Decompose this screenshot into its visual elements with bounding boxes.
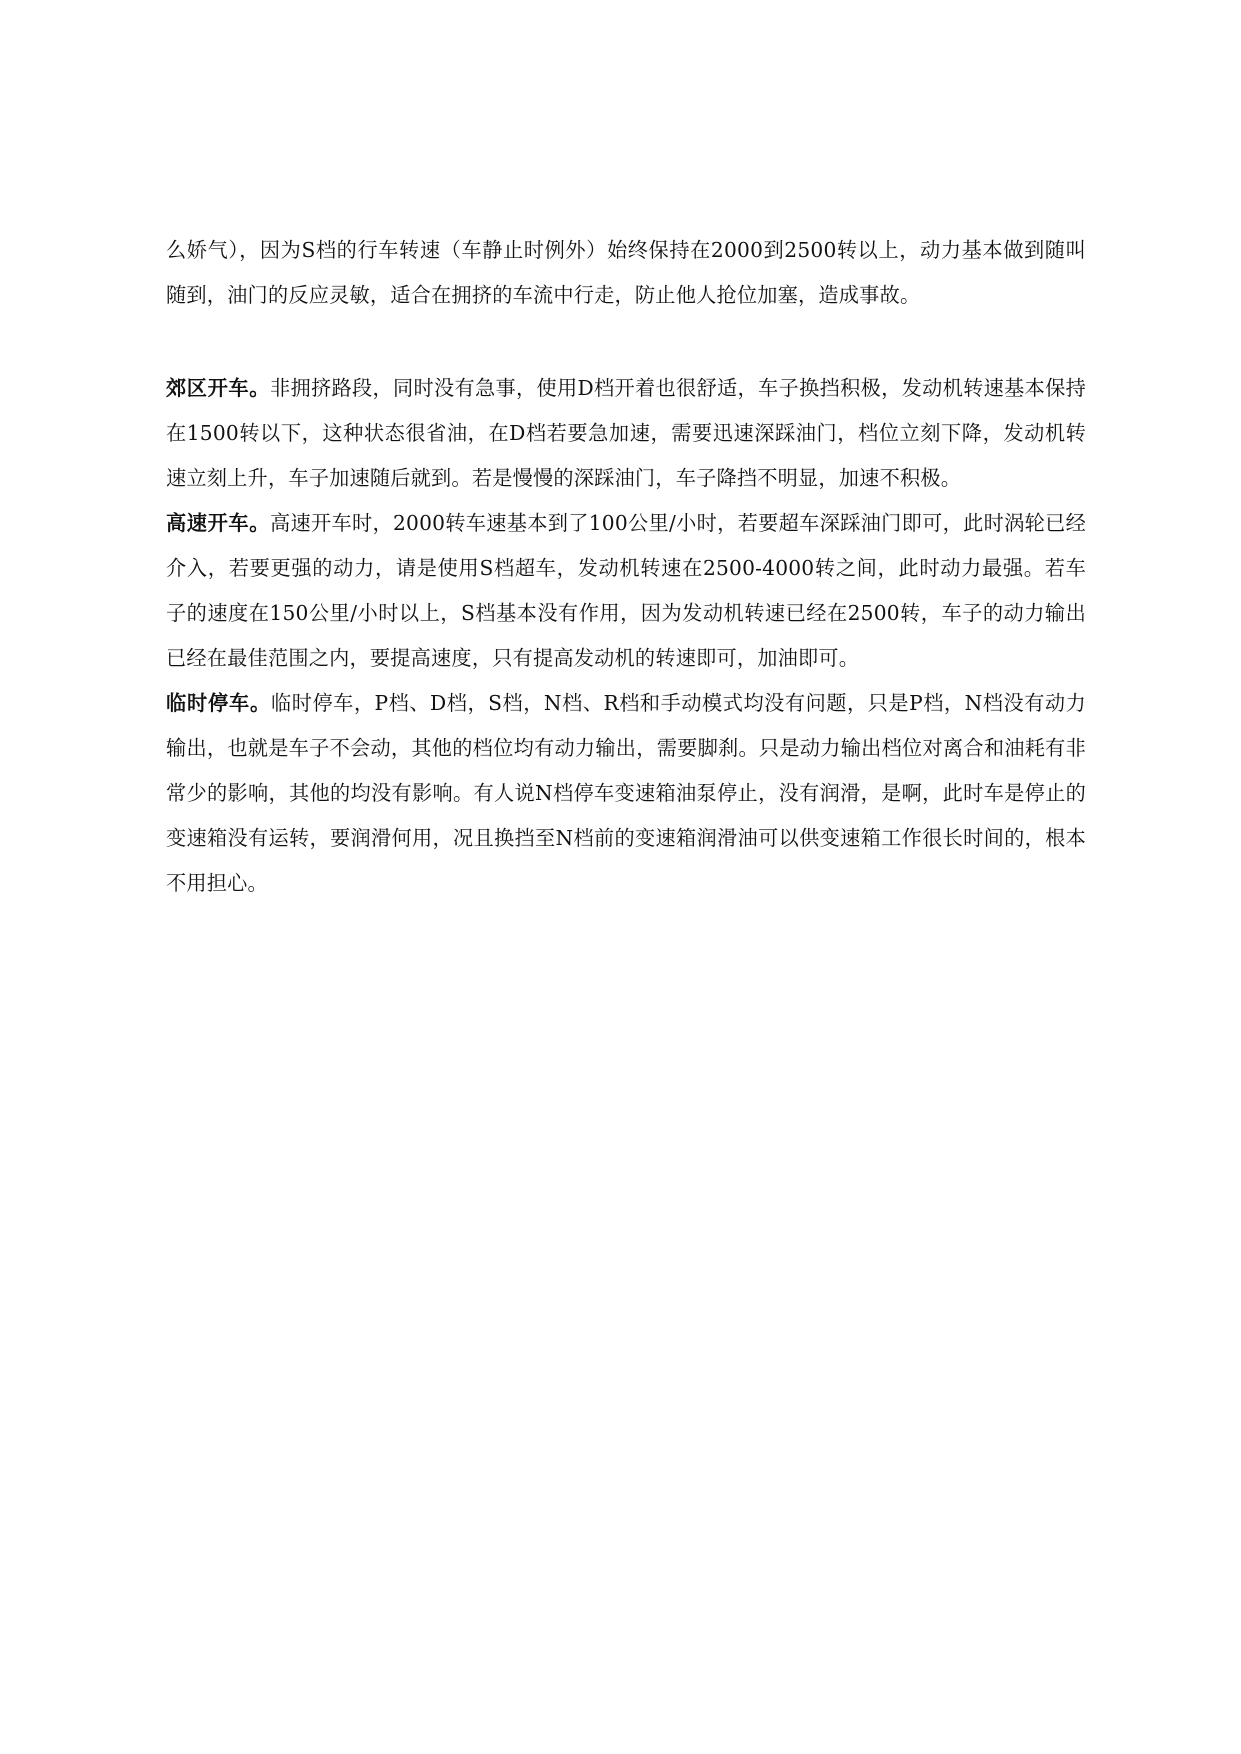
- paragraph-text: 非拥挤路段，同时没有急事，使用D档开着也很舒适，车子换挡积极，发动机转速基本保持在1500转以下，这种状态很省油，在D档若要急加速，需要迅速深踩油门，档位立刻下降，发动机转速立刻上升，车子加速随后就到。若是慢慢的深踩油门，车子降挡不明显，加速不积极。: [166, 376, 1086, 490]
- paragraph-heading: 郊区开车。: [166, 376, 271, 400]
- paragraph-heading: 高速开车。: [166, 511, 270, 535]
- paragraph-text: 么娇气），因为S档的行车转速（车静止时例外）始终保持在2000到2500转以上，动力基本做到随叫随到，油门的反应灵敏，适合在拥挤的车流中行走，防止他人抢位加塞，造成事故。: [166, 238, 1086, 307]
- paragraph-text: 临时停车，P档、D档，S档，N档、R档和手动模式均没有问题，只是P档，N档没有动力输出，也就是车子不会动，其他的档位均有动力输出，需要脚刹。只是动力输出档位对离合和油耗有非常少的影响，其他的均没有影响。有人说N档停车变速箱油泵停止，没有润滑，是啊，此时车是停止的变速箱没有运转，要润滑何用，况且换挡至N档前的变速箱润滑油可以供变速箱工作很长时间的，根本不用担心。: [166, 691, 1086, 895]
- paragraph-suburban-driving: [166, 366, 1086, 501]
- paragraph-highway-driving: [166, 501, 1086, 681]
- paragraph-text: 高速开车时，2000转车速基本到了100公里/小时，若要超车深踩油门即可，此时涡轮已经介入，若要更强的动力，请是使用S档超车，发动机转速在2500-4000转之间，此时动力最强。若车子的速度在150公里/小时以上，S档基本没有作用，因为发动机转速已经在2500转，车子的动力输出已经在最佳范围之内，要提高速度，只有提高发动机的转速即可，加油即可。: [166, 511, 1086, 670]
- paragraph-s-gear-continuation: [166, 228, 1086, 318]
- paragraph-heading: 临时停车。: [166, 691, 272, 715]
- paragraph-temporary-parking: [166, 681, 1086, 906]
- document-body: [166, 228, 1086, 906]
